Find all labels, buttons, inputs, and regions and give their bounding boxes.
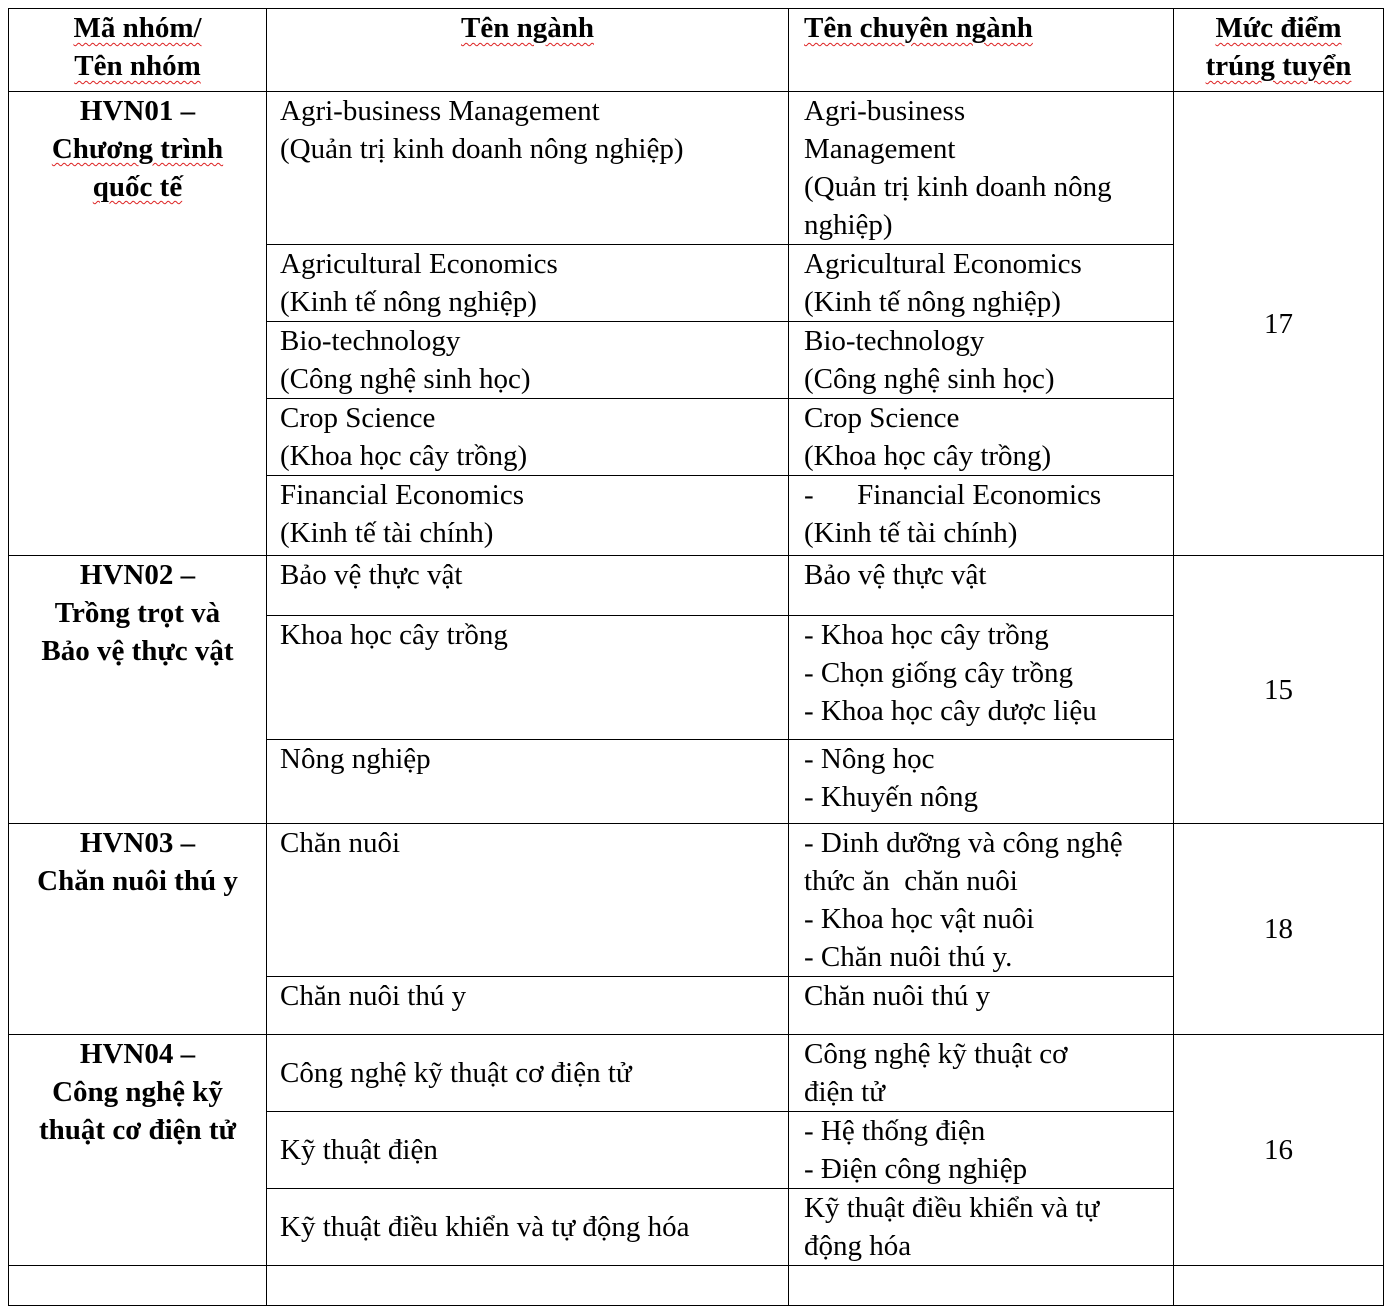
major-name-line: Kỹ thuật điều khiển và tự động hóa [280,1211,690,1243]
major-cell [267,92,789,245]
spec-line: (Kinh tế tài chính) [804,517,1018,549]
spec-line: Management [804,133,956,165]
header-group-code [9,9,267,92]
spec-line: Kỹ thuật điều khiển và tự [804,1192,1100,1224]
major-cell [267,556,789,616]
spec-line: - Khoa học vật nuôi [804,903,1035,935]
major-name-line: (Công nghệ sinh học) [280,363,531,395]
score-cell [1174,1035,1384,1266]
spec-line: - Khoa học cây trồng [804,619,1049,651]
spec-line: - Chăn nuôi thú y. [804,941,1013,973]
major-name-line: Financial Economics [280,479,525,511]
group-code: HVN04 – [79,1038,196,1070]
spec-cell [789,399,1174,476]
spec-line: thức ăn chăn nuôi [804,865,1018,897]
spec-line: - Dinh dưỡng và công nghệ [804,827,1123,859]
table-row [9,92,1384,245]
spec-line: Agri-business [804,95,966,127]
spec-line: động hóa [804,1230,912,1262]
spec-line: - Hệ thống điện [804,1115,986,1147]
major-name-line: Agri-business Management [280,95,600,127]
spec-cell [789,740,1174,824]
spec-line: (Kinh tế nông nghiệp) [804,286,1061,318]
table-row [9,1266,1384,1306]
group-cell [9,92,267,556]
header-row [9,9,1384,92]
spec-line: Bảo vệ thực vật [804,559,987,591]
header-col4-line1: Mức điểm [1215,12,1342,44]
spec-cell [789,476,1174,556]
major-cell [267,322,789,399]
score-value: 17 [1264,307,1293,340]
score-value: 18 [1264,913,1293,945]
spec-cell [789,616,1174,740]
table-row [9,556,1384,616]
major-cell [267,1189,789,1266]
major-name-line: Khoa học cây trồng [280,619,508,651]
spec-cell [789,977,1174,1035]
major-cell [267,1035,789,1112]
spec-line: - Điện công nghiệp [804,1153,1028,1185]
admission-score-table [8,8,1384,1306]
header-col2: Tên ngành [461,12,594,44]
header-col3: Tên chuyên ngành [804,12,1033,44]
spec-line: Crop Science [804,402,960,434]
major-name-line: Nông nghiệp [280,743,431,775]
group-code: HVN01 – [79,95,196,127]
group-cell [9,1035,267,1266]
cut-off-cell [789,1266,1174,1306]
major-cell [267,740,789,824]
group-cell [9,556,267,824]
header-col1-line1: Mã nhóm/ [73,12,202,44]
spec-cell [789,556,1174,616]
major-name-line: (Khoa học cây trồng) [280,440,528,472]
major-name-line: (Kinh tế nông nghiệp) [280,286,537,318]
spec-cell [789,824,1174,977]
header-score [1174,9,1384,92]
group-name-line: Chăn nuôi thú y [37,865,238,897]
spec-line: - Financial Economics [804,479,1102,511]
spec-cell [789,92,1174,245]
major-name-line: Chăn nuôi [280,827,401,859]
header-col4-line2: trúng tuyển [1205,50,1352,82]
major-cell [267,977,789,1035]
table-row [9,824,1384,977]
spec-cell [789,1112,1174,1189]
spec-line: - Khoa học cây dược liệu [804,695,1097,727]
major-name-line: (Quản trị kinh doanh nông nghiệp) [280,133,684,165]
score-cell [1174,556,1384,824]
major-cell [267,245,789,322]
score-cell [1174,824,1384,1035]
major-cell [267,399,789,476]
spec-cell [789,1035,1174,1112]
group-name-line: quốc tế [92,171,183,203]
major-cell [267,824,789,977]
group-code: HVN02 – [79,559,196,591]
group-name-line: Bảo vệ thực vật [41,635,234,667]
spec-line: - Nông học [804,743,935,775]
header-col1-line2: Tên nhóm [74,50,201,82]
cut-off-cell [267,1266,789,1306]
major-name-line: Chăn nuôi thú y [280,980,467,1012]
group-name-line: thuật cơ điện tử [39,1114,236,1146]
major-name-line: Công nghệ kỹ thuật cơ điện tử [280,1057,632,1089]
major-cell [267,476,789,556]
spec-cell [789,245,1174,322]
major-cell [267,1112,789,1189]
group-name-line: Chương trình [51,133,224,165]
major-cell [267,616,789,740]
spec-line: Công nghệ kỹ thuật cơ [804,1038,1068,1070]
spec-line: Chăn nuôi thú y [804,980,991,1012]
header-major-name [267,9,789,92]
cut-off-cell [1174,1266,1384,1306]
group-code: HVN03 – [79,827,196,859]
spec-cell [789,1189,1174,1266]
spec-line: (Công nghệ sinh học) [804,363,1055,395]
spec-line: Bio-technology [804,325,985,357]
major-name-line: Bio-technology [280,325,461,357]
major-name-line: Crop Science [280,402,436,434]
score-value: 16 [1264,1134,1293,1166]
spec-line: (Quản trị kinh doanh nông [804,171,1112,203]
cut-off-cell [9,1266,267,1306]
header-specialization [789,9,1174,92]
score-cell [1174,92,1384,556]
major-name-line: Bảo vệ thực vật [280,559,463,591]
major-name-line: Agricultural Economics [280,248,558,280]
spec-line: - Chọn giống cây trồng [804,657,1074,689]
score-value: 15 [1264,673,1293,706]
group-name-line: Công nghệ kỹ [52,1076,223,1108]
spec-line: Agricultural Economics [804,248,1082,280]
spec-line: (Khoa học cây trồng) [804,440,1052,472]
major-name-line: (Kinh tế tài chính) [280,517,494,549]
spec-line: điện tử [804,1076,885,1108]
table-row [9,1035,1384,1112]
spec-line: nghiệp) [804,209,893,241]
spec-cell [789,322,1174,399]
group-cell [9,824,267,1035]
spec-line: - Khuyến nông [804,781,978,813]
major-name-line: Kỹ thuật điện [280,1134,438,1166]
group-name-line: Trồng trọt và [54,597,221,629]
